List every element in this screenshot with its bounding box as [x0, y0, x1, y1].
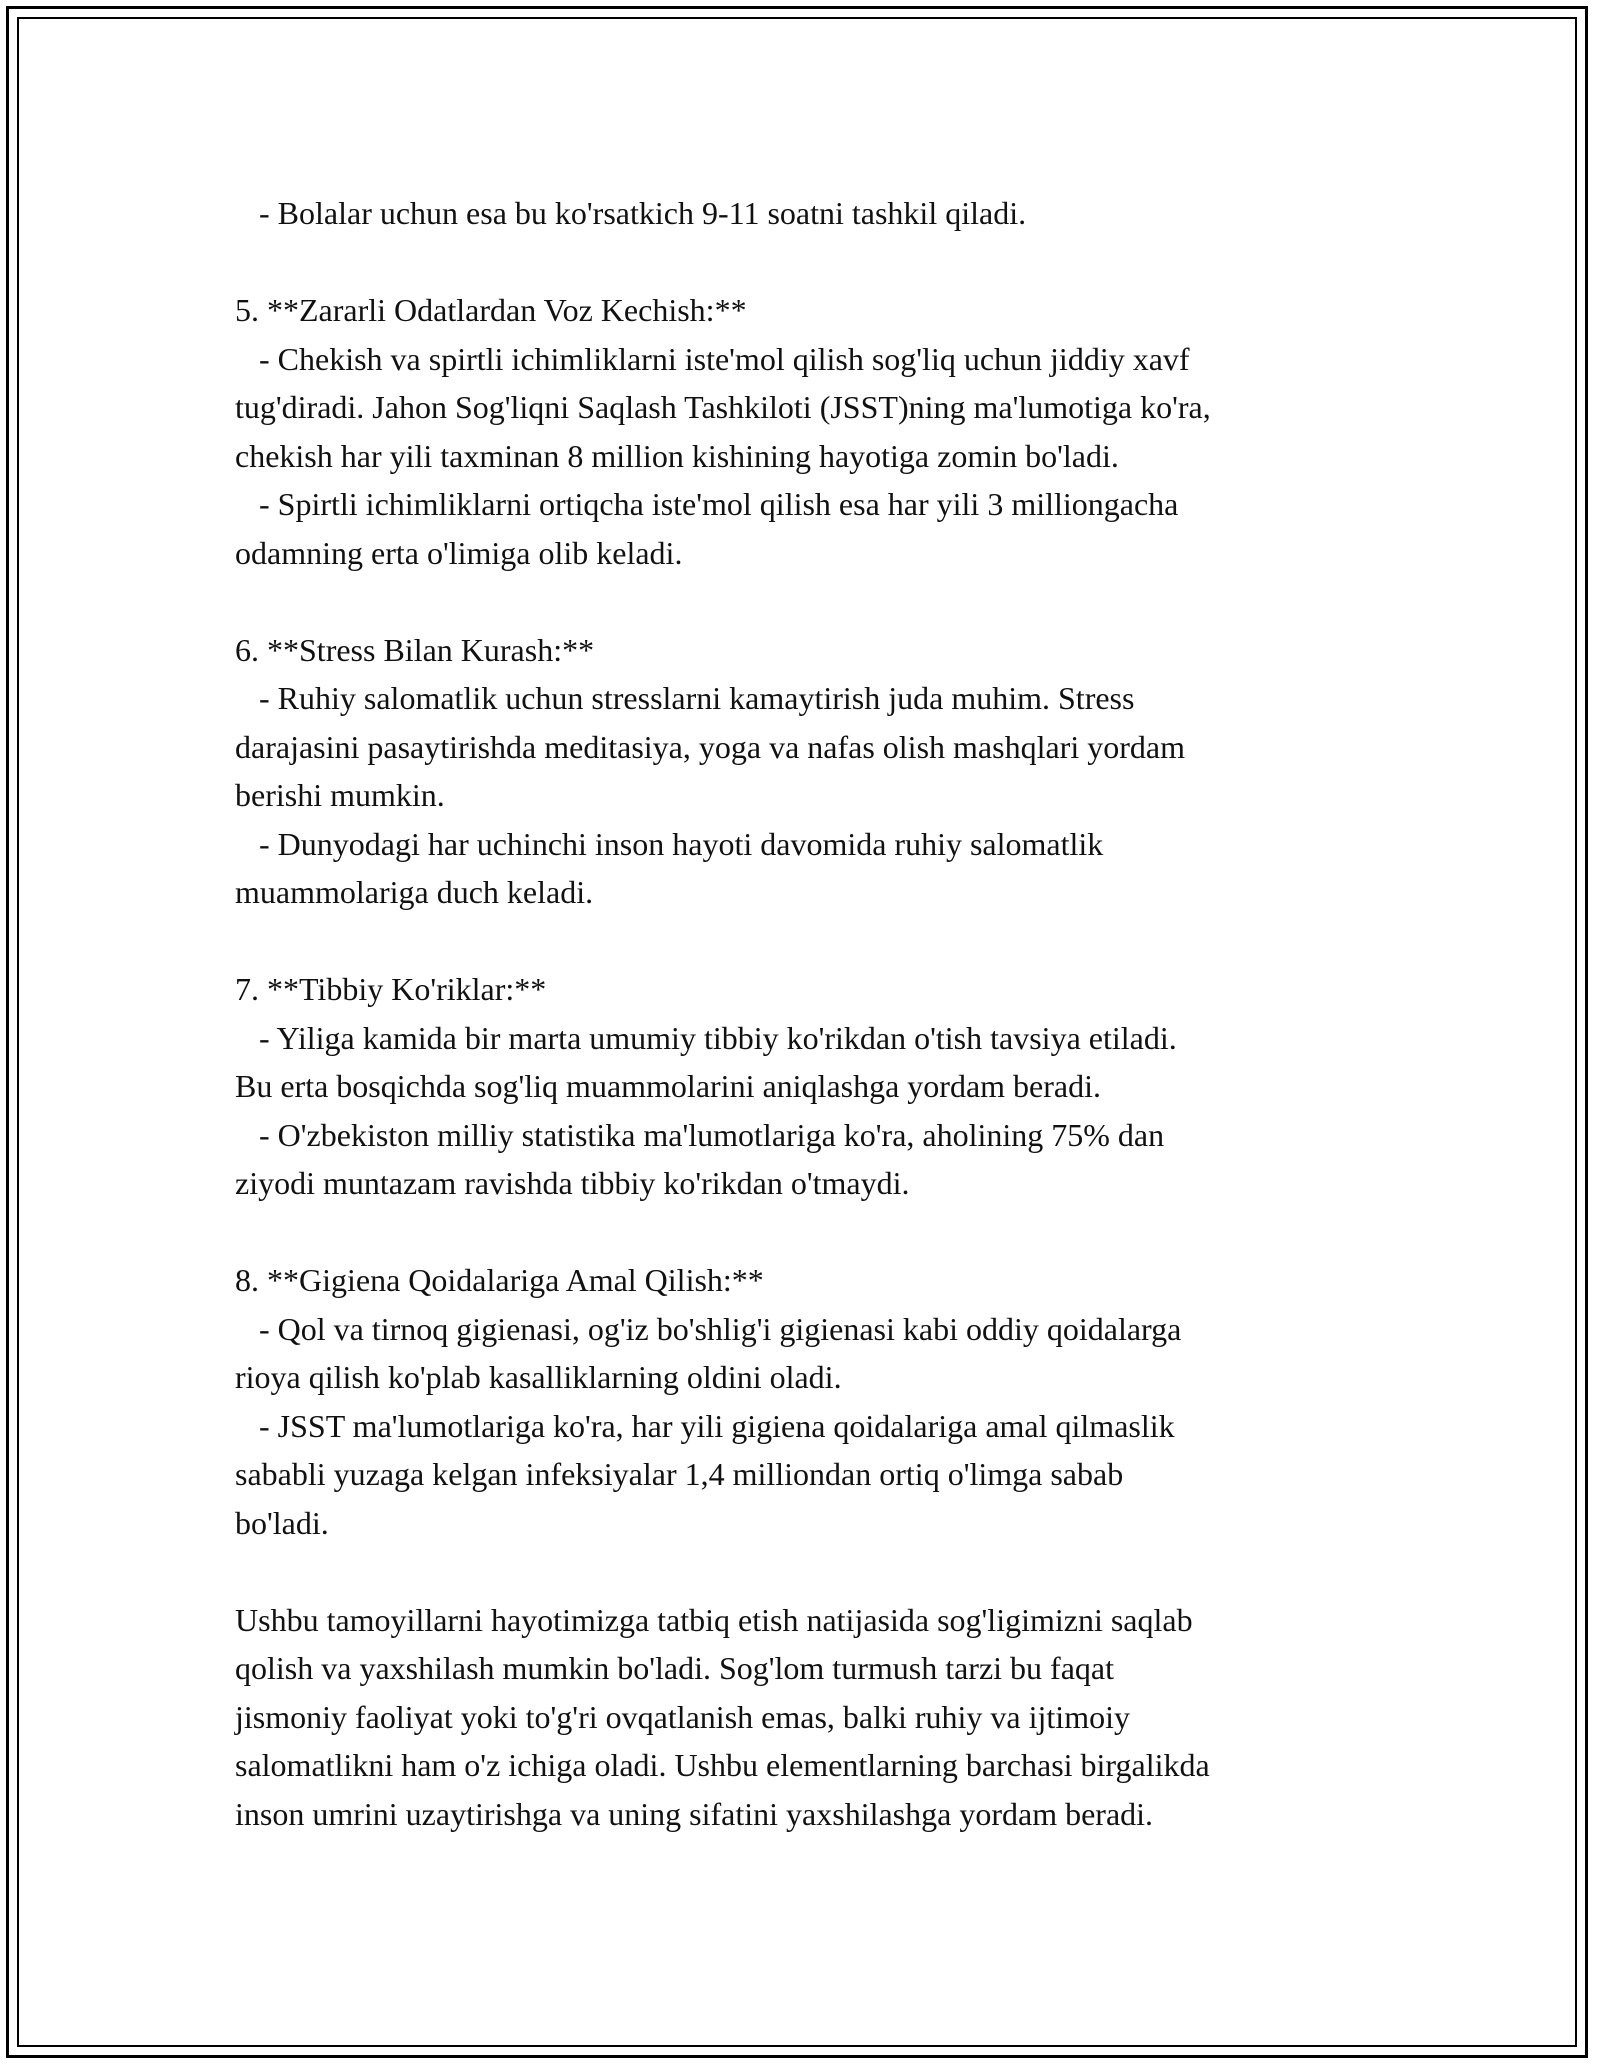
- text-line: - Bolalar uchun esa bu ko'rsatkich 9-11 soatni tashkil qiladi.: [235, 195, 1027, 231]
- text-line: salomatlikni ham o'z ichiga oladi. Ushbu elementlarning barchasi birgalikda: [235, 1747, 1210, 1783]
- text-line: berishi mumkin.: [235, 777, 445, 813]
- text-line: darajasini pasaytirishda meditasiya, yoga va nafas olish mashqlari yordam: [235, 728, 1185, 765]
- text-line: - Dunyodagi har uchinchi inson hayoti davomida ruhiy salomatlik: [235, 825, 1104, 862]
- text-line: - Qol va tirnoq gigienasi, og'iz bo'shlig'i gigienasi kabi oddiy qoidalarga: [235, 1310, 1182, 1347]
- blank-line: [235, 577, 1395, 626]
- text-line: ziyodi muntazam ravishda tibbiy ko'rikdan o'tmaydi.: [235, 1165, 910, 1201]
- text-line: Bu erta bosqichda sog'liq muammolarini aniqlashga yordam beradi.: [235, 1068, 1101, 1104]
- text-line: bo'ladi.: [235, 1504, 329, 1541]
- text-line: - Ruhiy salomatlik uchun stresslarni kamaytirish juda muhim. Stress: [235, 680, 1135, 716]
- text-line: sababli yuzaga kelgan infeksiyalar 1,4 milliondan ortiq o'limga sabab: [235, 1456, 1124, 1492]
- text-line: - JSST ma'lumotlariga ko'ra, har yili gigiena qoidalariga amal qilmaslik: [235, 1407, 1175, 1444]
- blank-line: [235, 238, 1395, 287]
- text-line: inson umrini uzaytirishga va uning sifatini yaxshilashga yordam beradi.: [235, 1795, 1154, 1832]
- text-line: - Chekish va spirtli ichimliklarni iste'mol qilish sog'liq uchun jiddiy xavf: [235, 340, 1190, 377]
- text-line: - O'zbekiston milliy statistika ma'lumotlariga ko'ra, aholining 75% dan: [235, 1116, 1165, 1153]
- blank-line: [235, 917, 1395, 966]
- text-line: 8. **Gigiena Qoidalariga Amal Qilish:**: [235, 1262, 764, 1298]
- text-line: rioya qilish ko'plab kasalliklarning oldini oladi.: [235, 1359, 842, 1395]
- text-line: 6. **Stress Bilan Kurash:**: [235, 631, 595, 668]
- text-line: 5. **Zararli Odatlardan Voz Kechish:**: [235, 292, 747, 328]
- blank-line: [235, 1208, 1395, 1257]
- text-line: - Spirtli ichimliklarni ortiqcha iste'mol qilish esa har yili 3 milliongacha: [235, 486, 1179, 522]
- text-line: jismoniy faoliyat yoki to'g'ri ovqatlanish emas, balki ruhiy va ijtimoiy: [235, 1698, 1130, 1735]
- text-line: muammolariga duch keladi.: [235, 874, 594, 910]
- text-line: Ushbu tamoyillarni hayotimizga tatbiq etish natijasida sog'ligimizni saqlab: [235, 1601, 1193, 1638]
- text-line: qolish va yaxshilash mumkin bo'ladi. Sog'lom turmush tarzi bu faqat: [235, 1650, 1114, 1686]
- blank-line: [235, 1547, 1395, 1596]
- text-line: 7. **Tibbiy Ko'riklar:**: [235, 971, 547, 1007]
- document-body: [235, 189, 1395, 1838]
- text-line: odamning erta o'limiga olib keladi.: [235, 534, 683, 571]
- text-line: chekish har yili taxminan 8 million kishining hayotiga zomin bo'ladi.: [235, 437, 1119, 474]
- text-line: tug'diradi. Jahon Sog'liqni Saqlash Tashkiloti (JSST)ning ma'lumotiga ko'ra,: [235, 389, 1211, 425]
- text-line: - Yiliga kamida bir marta umumiy tibbiy ko'rikdan o'tish tavsiya etiladi.: [235, 1019, 1177, 1056]
